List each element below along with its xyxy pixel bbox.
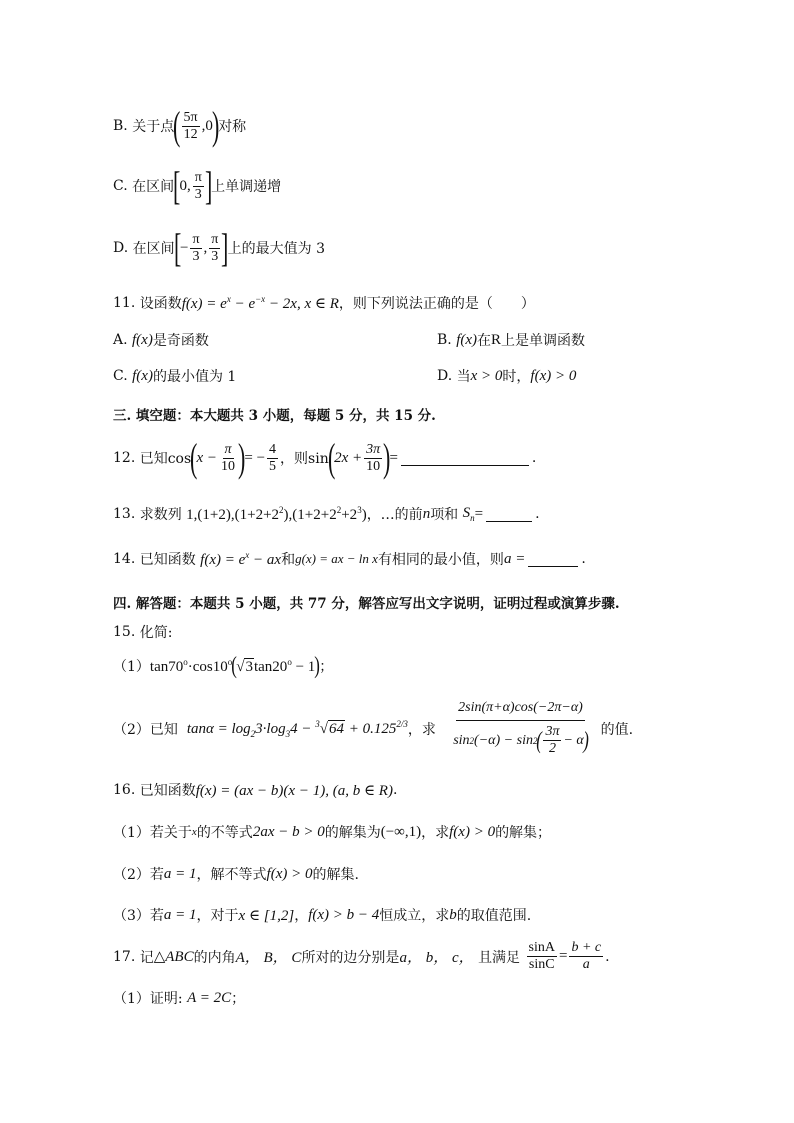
option-c-line: C. 在区间 [ 0, $\frac{\pi}{3}$ ] 上单调递增: [113, 163, 282, 208]
option-b-line: B. 关于点 ( $\frac{5\pi}{12}$ ,0 ) 对称: [113, 103, 247, 148]
question-16: 16. 已知函数 f(x) = (ax − b)(x − 1), (a, b ∈ R) .: [113, 782, 398, 799]
section-4-heading: 四. 解答题：本题共 5 小题，共 77 分，解答应写出文字说明，证明过程或演算步骤.: [113, 596, 620, 612]
question-11-option-d: D. 当 x > 0 时， f(x) > 0: [437, 367, 577, 385]
question-12: 12. 已知cos ( x − $\frac{\pi}{10}$ ) = − $\frac{4}{5}$ ，则sin ( 2x + $\frac{3\pi}{10}$ ) = .: [113, 435, 537, 480]
fraction-5pi-12: $\frac{5\pi}{12}$: [183, 109, 198, 142]
section-3-heading: 三. 填空题：本大题共 3 小题，每题 5 分，共 15 分.: [113, 408, 436, 424]
question-15: 15. 化简:: [113, 624, 173, 641]
question-17: 17. 记 △ABC 的内角 A， B， C 所对的边分别是 a， b， c， 且满足 $\frac{\sin A}{\sin C}$ = $\frac{b + c}{a}$ .: [113, 940, 610, 972]
question-16-part-3: （3）若 a = 1 ，对于 x ∈ [1,2] ， f(x) > b − 4 恒成立，求 b 的取值范围.: [113, 906, 532, 924]
question-16-part-2: （2）若 a = 1 ，解不等式 f(x) > 0 的解集.: [113, 865, 359, 883]
question-11-option-b: B. f(x) 在 R 上是单调函数: [437, 331, 586, 349]
question-11: 11. 设函数 $f(x) = e^x - e^{-x} - 2x$, x ∈ R ，则下列说法正确的是（ ）: [113, 293, 535, 312]
option-d-line: D. 在区间 [ − $\frac{\pi}{3}$ , $\frac{\pi}{3}$ ] 上的最大值为 3: [113, 225, 326, 270]
question-11-option-c: C. f(x) 的最小值为 1: [113, 367, 237, 385]
question-11-option-a: A. f(x) 是奇函数: [113, 331, 209, 349]
fraction-pi-3: $\frac{\pi}{3}$: [194, 169, 202, 202]
answer-blank-14[interactable]: [528, 552, 578, 567]
question-15-part-1: （1） $\tan 70^o\cdot\cos 10^o$ ( $√3\tan 20^o - 1$ ) ；: [113, 653, 334, 679]
question-15-part-2: （2）已知 $\tan\alpha = \log_23\cdot\log_34 - ^3√64 + 0.125^{2/3}$ ，求 2sin(π+α)cos(−2π−α) sin 2 (−α) − sin 2 ( $\frac{3\pi}{2}$ − α ) 的值.: [113, 700, 634, 756]
question-16-part-1: （1）若关于 x 的不等式 2ax − b > 0 的解集为 (−∞,1) ，求 f(x) > 0 的解集；: [113, 823, 552, 841]
option-b-prefix: 关于点: [132, 119, 175, 135]
question-17-part-1: （1）证明: A = 2C ；: [113, 989, 246, 1007]
answer-blank-13[interactable]: [486, 507, 532, 522]
question-14: 14. 已知函数 $f(x) = e^x$ − ax 和 g(x) = ax − ln x 有相同的最小值，则 a = .: [113, 549, 586, 568]
option-b-label: B.: [113, 118, 128, 134]
question-13: 13. 求数列 $1,(1+2),(1+2+2^2),(1+2+2^2+2^3)$ ，…的前 n 项和 $S_n$ = .: [113, 504, 540, 523]
answer-blank-12[interactable]: [401, 451, 529, 466]
fraction-trig-expression: 2sin(π+α)cos(−2π−α) sin 2 (−α) − sin 2 ( $\frac{3\pi}{2}$ − α ): [453, 700, 589, 756]
